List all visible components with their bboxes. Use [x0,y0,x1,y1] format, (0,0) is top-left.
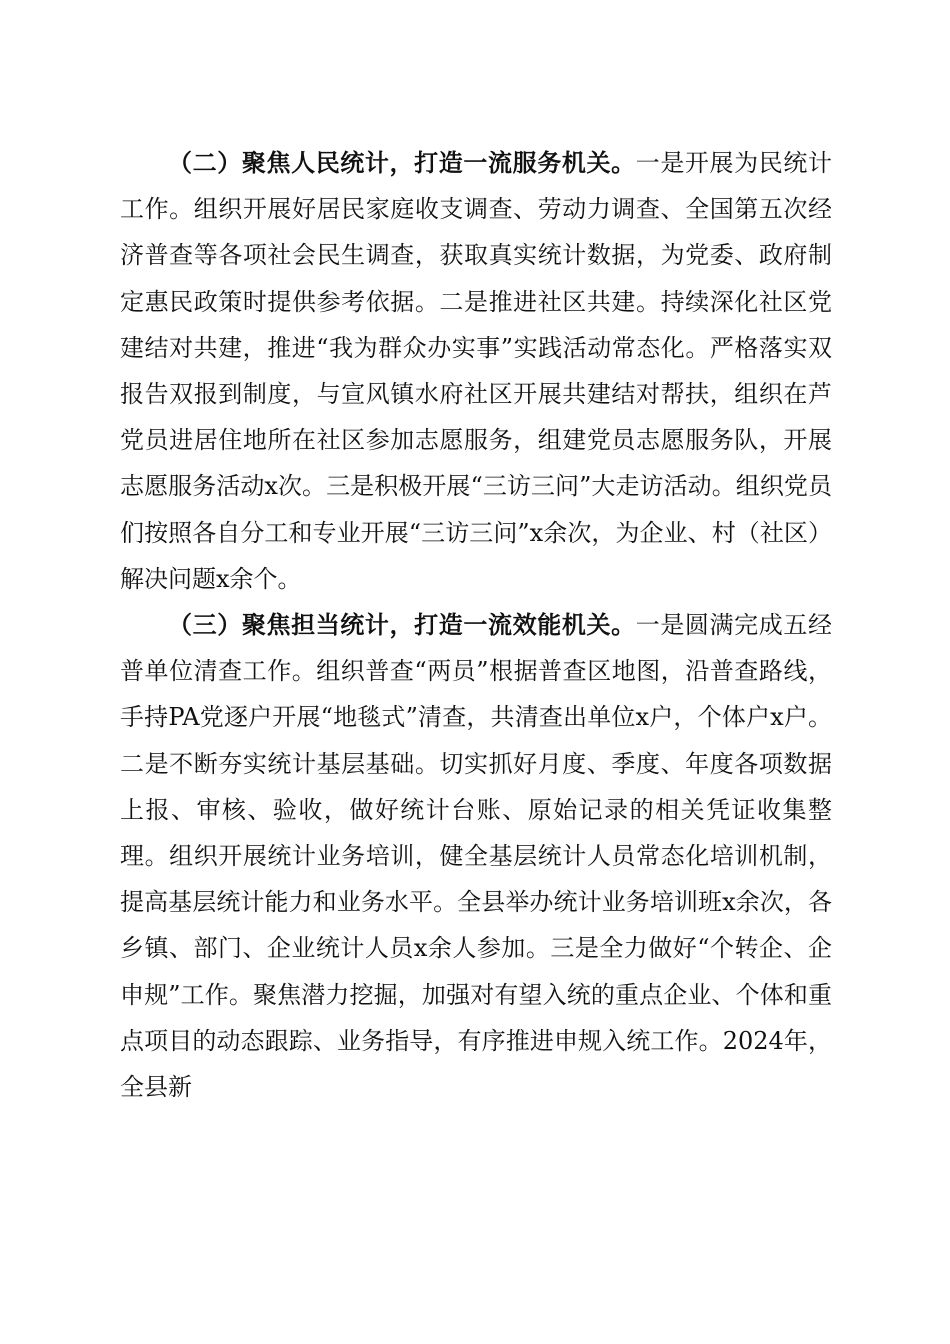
paragraph-service-agency [120,140,832,602]
paragraph-efficiency-agency [120,602,832,1110]
section-heading-3: （三）聚焦担当统计，打造一流效能机关。 [168,611,636,640]
section-heading-2: （二）聚焦人民统计，打造一流服务机关。 [168,149,636,177]
paragraph-text: 一是开展为民统计工作。组织开展好居民家庭收支调查、劳动力调查、全国第五次经济普查等各项社会民生调查，获取真实统计数据，为党委、政府制定惠民政策时提供参考依据。二是推进社区共建。持续深化社区党建结对共建，推进“我为群众办实事”实践活动常态化。严格落实双报告双报到制度，与宣风镇水府社区开展共建结对帮扶，组织在芦党员进居住地所在社区参加志愿服务，组建党员志愿服务队，开展志愿服务活动x次。三是积极开展“三访三问”大走访活动。组织党员们按照各自分工和专业开展“三访三问”x余次，为企业、村（社区）解决问题x余个。 [120,149,833,593]
document-body [120,140,832,1110]
paragraph-text: 一是圆满完成五经普单位清查工作。组织普查“两员”根据普查区地图，沿普查路线，手持PA党逐户开展“地毯式”清查，共清查出单位x户，个体户x户。二是不断夯实统计基层基础。切实抓好月度、季度、年度各项数据上报、审核、验收，做好统计台账、原始记录的相关凭证收集整理。组织开展统计业务培训，健全基层统计人员常态化培训机制，提高基层统计能力和业务水平。全县举办统计业务培训班x余次，各乡镇、部门、企业统计人员x余人参加。三是全力做好“个转企、企申规”工作。聚焦潜力挖掘，加强对有望入统的重点企业、个体和重点项目的动态跟踪、业务指导，有序推进申规入统工作。2024年，全县新 [120,611,833,1102]
